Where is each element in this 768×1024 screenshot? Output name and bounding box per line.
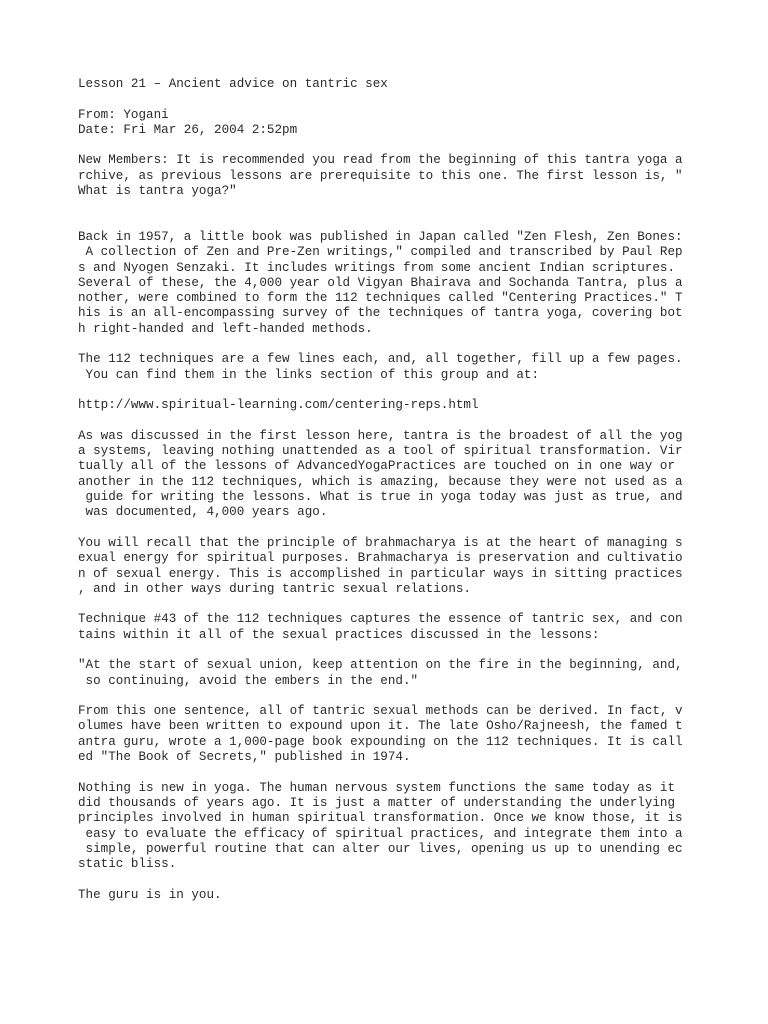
paragraph-nothing-new [78,781,718,873]
lesson-title: Lesson 21 – Ancient advice on tantric sex [78,77,388,91]
text-line: did thousands of years ago. It is just a matter of understanding the underlying [78,795,676,810]
text-line: principles involved in human spiritual transformation. Once we know those, it is [78,811,683,826]
text-line: You can find them in the links section of this group and at: [78,367,540,382]
text-line: Back in 1957, a little book was published in Japan called "Zen Flesh, Zen Bones: [78,229,683,244]
paragraph-technique-43 [78,612,718,643]
text-line: New Members: It is recommended you read from the beginning of this tantra yoga a [78,153,683,168]
text-line: so continuing, avoid the embers in the end." [78,673,419,688]
text-line: You will recall that the principle of brahmacharya is at the heart of managing s [78,535,683,550]
text-line: another in the 112 techniques, which is amazing, because they were not used as a [78,474,683,489]
closing-line: The guru is in you. [78,887,222,902]
centering-reps-link[interactable]: http://www.spiritual-learning.com/centering-reps.html [78,398,479,413]
text-line: s and Nyogen Senzaki. It includes writings from some ancient Indian scriptures. [78,260,676,275]
technique-quote [78,658,718,689]
text-line: A collection of Zen and Pre-Zen writings," compiled and transcribed by Paul Rep [78,245,683,260]
text-line: ed "The Book of Secrets," published in 1974. [78,750,411,765]
text-line: tually all of the lessons of AdvancedYogaPractices are touched on in one way or [78,459,676,474]
text-line: a systems, leaving nothing unattended as a tool of spiritual transformation. Vir [78,444,683,459]
text-line: "At the start of sexual union, keep attention on the fire in the beginning, and, [78,658,683,673]
text-line: Technique #43 of the 112 techniques captures the essence of tantric sex, and con [78,612,683,627]
from-line: From: Yogani [78,107,169,122]
text-line: was documented, 4,000 years ago. [78,505,328,520]
text-line: Several of these, the 4,000 year old Vigyan Bhairava and Sochanda Tantra, plus a [78,275,683,290]
text-line: As was discussed in the first lesson here, tantra is the broadest of all the yog [78,428,683,443]
text-line: h right-handed and left-handed methods. [78,321,373,336]
text-line: his is an all-encompassing survey of the techniques of tantra yoga, covering bot [78,306,683,321]
paragraph-brahmacharya [78,536,718,597]
text-line: antra guru, wrote a 1,000-page book expounding on the 112 techniques. It is call [78,734,683,749]
text-line: nother, were combined to form the 112 techniques called "Centering Practices." T [78,291,683,306]
text-line: What is tantra yoga?" [78,184,237,199]
text-line: Nothing is new in yoga. The human nervous system functions the same today as it [78,780,676,795]
text-line: easy to evaluate the efficacy of spiritual practices, and integrate them into a [78,826,683,841]
text-line: , and in other ways during tantric sexual relations. [78,581,471,596]
text-line: simple, powerful routine that can alter our lives, opening us up to unending ec [78,841,683,856]
text-line: guide for writing the lessons. What is true in yoga today was just as true, and [78,490,683,505]
paragraph-zen-flesh [78,230,718,337]
text-line: olumes have been written to expound upon it. The late Osho/Rajneesh, the famed t [78,719,683,734]
text-line: static bliss. [78,857,177,872]
paragraph-book-of-secrets [78,704,718,765]
text-line: tains within it all of the sexual practices discussed in the lessons: [78,627,600,642]
text-line: rchive, as previous lessons are prerequisite to this one. The first lesson is, " [78,168,683,183]
new-members-paragraph [78,153,718,199]
paragraph-112-techniques [78,352,718,383]
text-line: n of sexual energy. This is accomplished in particular ways in sitting practices [78,566,683,581]
lesson-text [78,77,718,903]
date-line: Date: Fri Mar 26, 2004 2:52pm [78,122,298,137]
paragraph-tantra-broadest [78,429,718,521]
text-line: The 112 techniques are a few lines each, and, all together, fill up a few pages. [78,352,683,367]
text-line: From this one sentence, all of tantric sexual methods can be derived. In fact, v [78,704,683,719]
text-line: exual energy for spiritual purposes. Brahmacharya is preservation and cultivatio [78,551,683,566]
